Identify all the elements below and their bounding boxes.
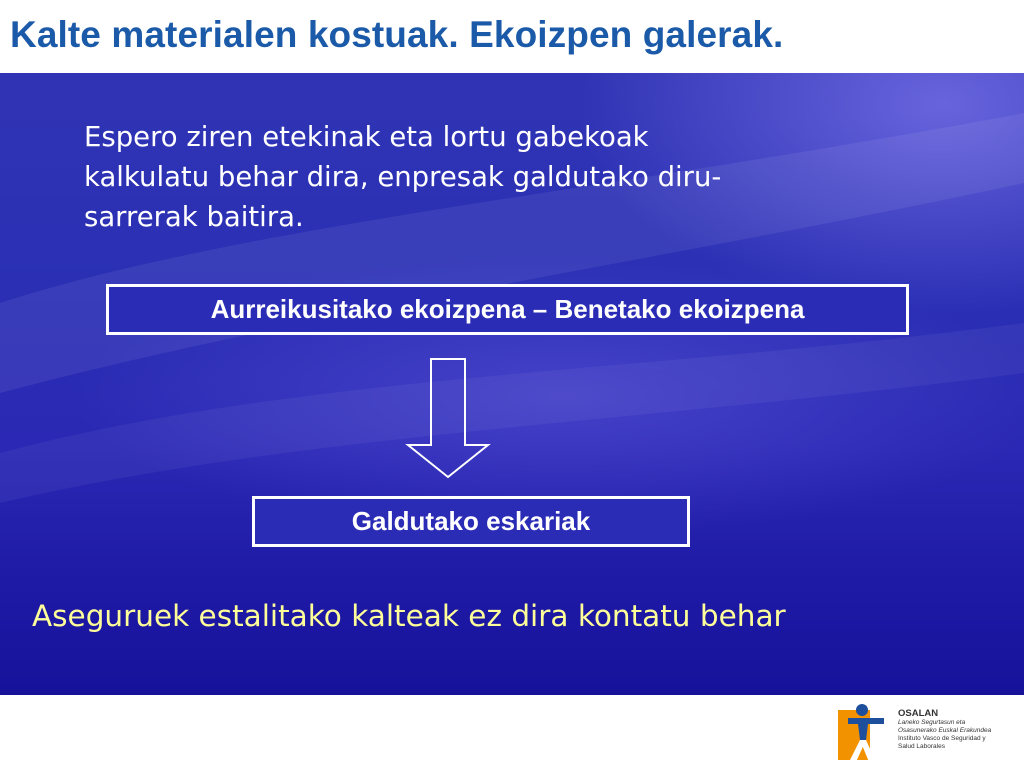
logo-name: OSALAN xyxy=(898,708,939,719)
result-box: Galdutako eskariak xyxy=(252,496,690,547)
osalan-logo xyxy=(836,700,1016,764)
osalan-figure-icon xyxy=(836,700,888,764)
intro-text: Espero ziren etekinak eta lortu gabekoak kalkulatu behar dira, enpresak galdutako diru- sarrerak baitira. xyxy=(84,121,722,233)
logo-line-3: Instituto Vasco de Seguridad y xyxy=(898,735,986,742)
slide-content-area xyxy=(0,73,1024,695)
logo-line-1: Laneko Segurtasun eta xyxy=(898,719,966,726)
slide-title: Kalte materialen kostuak. Ekoizpen galerak. xyxy=(10,14,784,55)
closing-text: Aseguruek estalitako kalteak ez dira kontatu behar xyxy=(32,599,786,633)
logo-line-2: Osasunerako Euskal Erakundea xyxy=(898,727,992,734)
down-arrow-icon xyxy=(404,357,492,479)
formula-box: Aurreikusitako ekoizpena – Benetako ekoizpena xyxy=(106,284,909,335)
logo-line-4: Salud Laborales xyxy=(898,743,945,750)
